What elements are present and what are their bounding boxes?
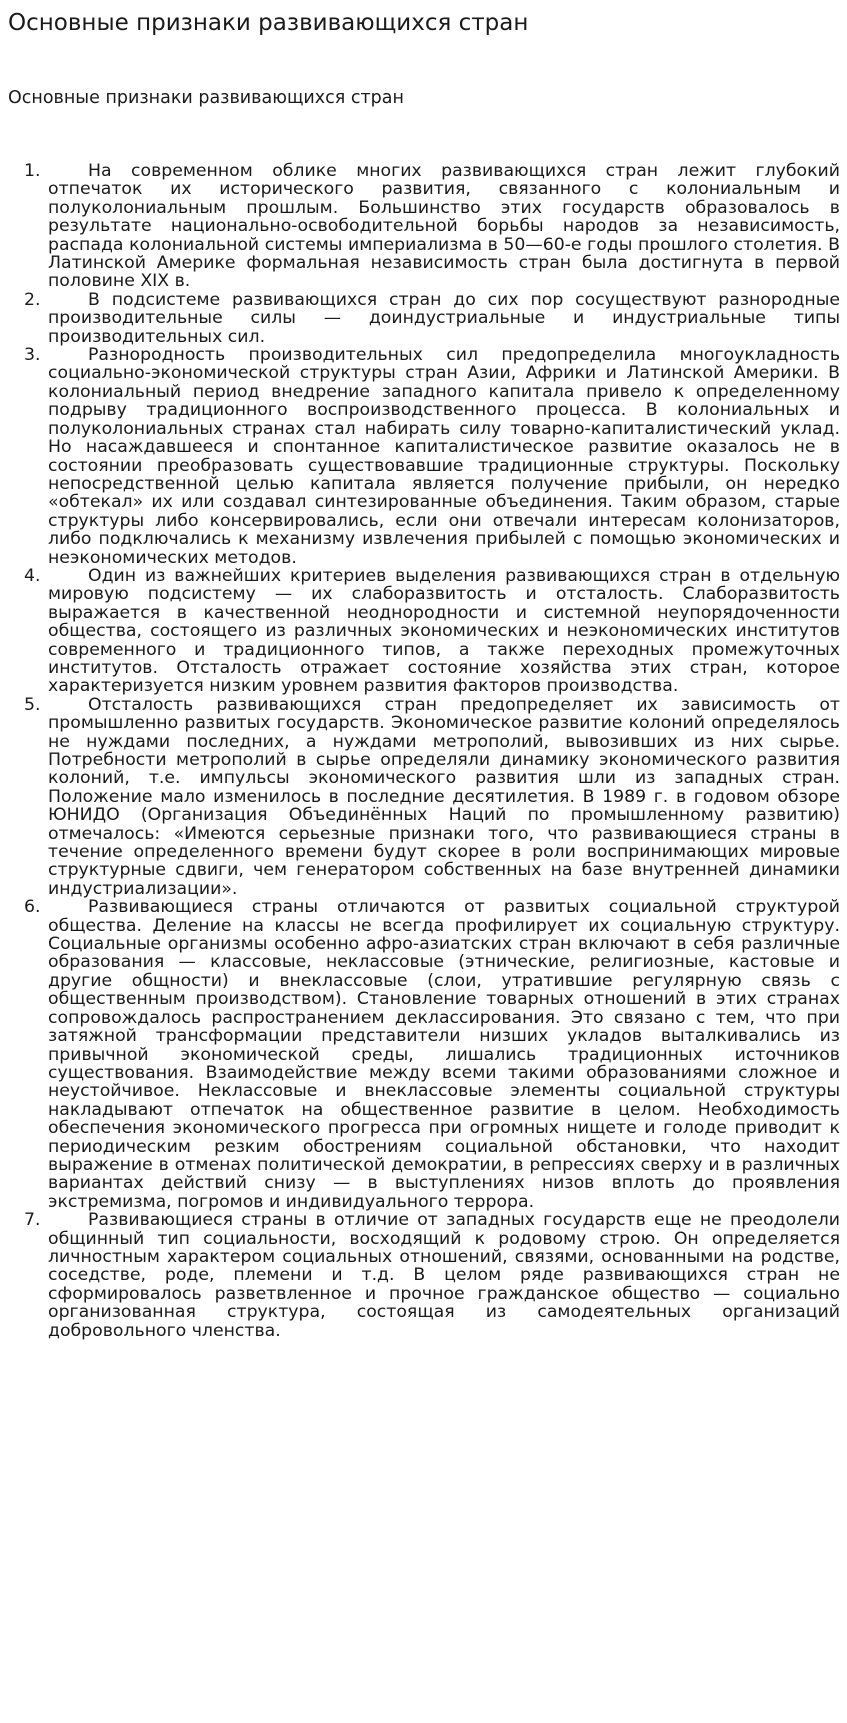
list-item-number: 6. <box>24 897 41 918</box>
list-item-number: 7. <box>24 1210 41 1231</box>
list-item-text: Разнородность производительных сил предопределила многоукладность социально-экономической структуры стран Азии, Африки и Латинской Америки. В колониальный период внедрение западного капитала привело к определенному подрыву традиционного воспроизводственного процесса. В колониальных и полуколониальных странах стал набирать силу товарно-капиталистический уклад. Но насаждавшееся и спонтанное капиталистическое развитие оказалось не в состоянии преобразовать существовавшие традиционные структуры. Поскольку непосредственной целью капитала является получение прибыли, он нередко «обтекал» их или создавал синтезированные объединения. Таким образом, старые структуры либо консервировались, если они отвечали интересам колонизаторов, либо подключались к механизму извлечения прибылей с помощью экономических и неэкономических методов. <box>48 345 840 568</box>
list-item-text: Отсталость развивающихся стран предопределяет их зависимость от промышленно развитых государств. Экономическое развитие колоний определялось не нуждами последних, а нуждами метрополий, вывозивших из них сырье. Потребности метрополий в сырье определяли динамику экономического развития колоний, т.е. импульсы экономического развития шли из западных стран. Положение мало изменилось в последние десятилетия. В 1989 г. в годовом обзоре ЮНИДО (Организация Объединённых Наций по промышленному развитию) отмечалось: «Имеются серьезные признаки того, что развивающиеся страны в течение определенного времени будут скорее в роли воспринимающих мировые структурные сдвиги, чем генератором собственных на базе внутренней динамики индустриализации». <box>48 694 840 899</box>
list-item-number: 4. <box>24 565 41 586</box>
list-item-text: Развивающиеся страны в отличие от западных государств еще не преодолели общинный тип социальности, восходящий к родовому строю. Он определяется личностным характером социальных отношений, связями, основанными на родстве, соседстве, роде, племени и т.д. В целом ряде развивающихся стран не сформировалось разветвленное и прочное гражданское общество — социально организованная структура, состоящая из самодеятельных организаций добровольного членства. <box>48 1210 840 1341</box>
list-item-number: 2. <box>24 289 41 310</box>
list-item-number: 3. <box>24 345 41 366</box>
list-item <box>24 1210 840 1341</box>
list-item-text: В подсистеме развивающихся стран до сих пор сосуществуют разнородные производительные силы — доиндустриальные и индустриальные типы производительных сил. <box>48 289 840 347</box>
list-item-text: Развивающиеся страны отличаются от развитых социальной структурой общества. Деление на классы не всегда профилирует их социальную структуру. Социальные организмы особенно афро-азиатских стран включают в себя различные образования — классовые, неклассовые (этнические, религиозные, кастовые и другие общности) и внеклассовые (слои, утратившие регулярную связь с общественным производством). Становление товарных отношений в этих странах сопровождалось распространением деклассирования. Это связано с тем, что при затяжной трансформации представители низших укладов выталкивались из привычной экономической среды, лишались традиционных источников существования. Взаимодействие между всеми такими образованиями сложное и неустойчивое. Неклассовые и внеклассовые элементы социальной структуры накладывают отпечаток на общественное развитие в целом. Необходимость обеспечения экономического прогресса при огромных нищете и голоде приводит к периодическим резким обострениям социальной обстановки, что находит выражение в отменах политической демократии, в репрессиях сверху и в различных вариантах действий снизу — в выступлениях низов вплоть до проявления экстремизма, погромов и индивидуального террора. <box>48 897 840 1212</box>
list-item-text: Один из важнейших критериев выделения развивающихся стран в отдельную мировую подсистему — их слаборазвитость и отсталость. Слаборазвитость выражается в качественной неоднородности и системной неупорядоченности общества, состоящего из различных экономических и неэкономических институтов современного и традиционного типов, а также переходных промежуточных институтов. Отсталость отражает состояние хозяйства этих стран, которое характеризуется низким уровнем развития факторов производства. <box>48 565 840 697</box>
list-item-number: 5. <box>24 694 41 715</box>
page-subtitle: Основные признаки развивающихся стран <box>8 88 404 108</box>
list-item-text: На современном облике многих развивающихся стран лежит глубокий отпечаток их исторического развития, связанного с колониальным и полуколониальным прошлым. Большинство этих государств образовалось в результате национально-освободительной борьбы народов за независимость, распада колониальной системы империализма в 50—60-е годы прошлого столетия. В Латинской Америке формальная независимость стран была достигнута в первой половине XIX в. <box>48 161 840 292</box>
list-item <box>24 565 840 697</box>
list-item-number: 1. <box>24 161 41 181</box>
list-item <box>24 161 840 292</box>
list-item <box>24 289 840 347</box>
features-list <box>24 161 840 1341</box>
page-title: Основные признаки развивающихся стран <box>8 10 529 36</box>
list-item <box>24 694 840 899</box>
list-item <box>24 897 840 1212</box>
list-item <box>24 345 840 568</box>
